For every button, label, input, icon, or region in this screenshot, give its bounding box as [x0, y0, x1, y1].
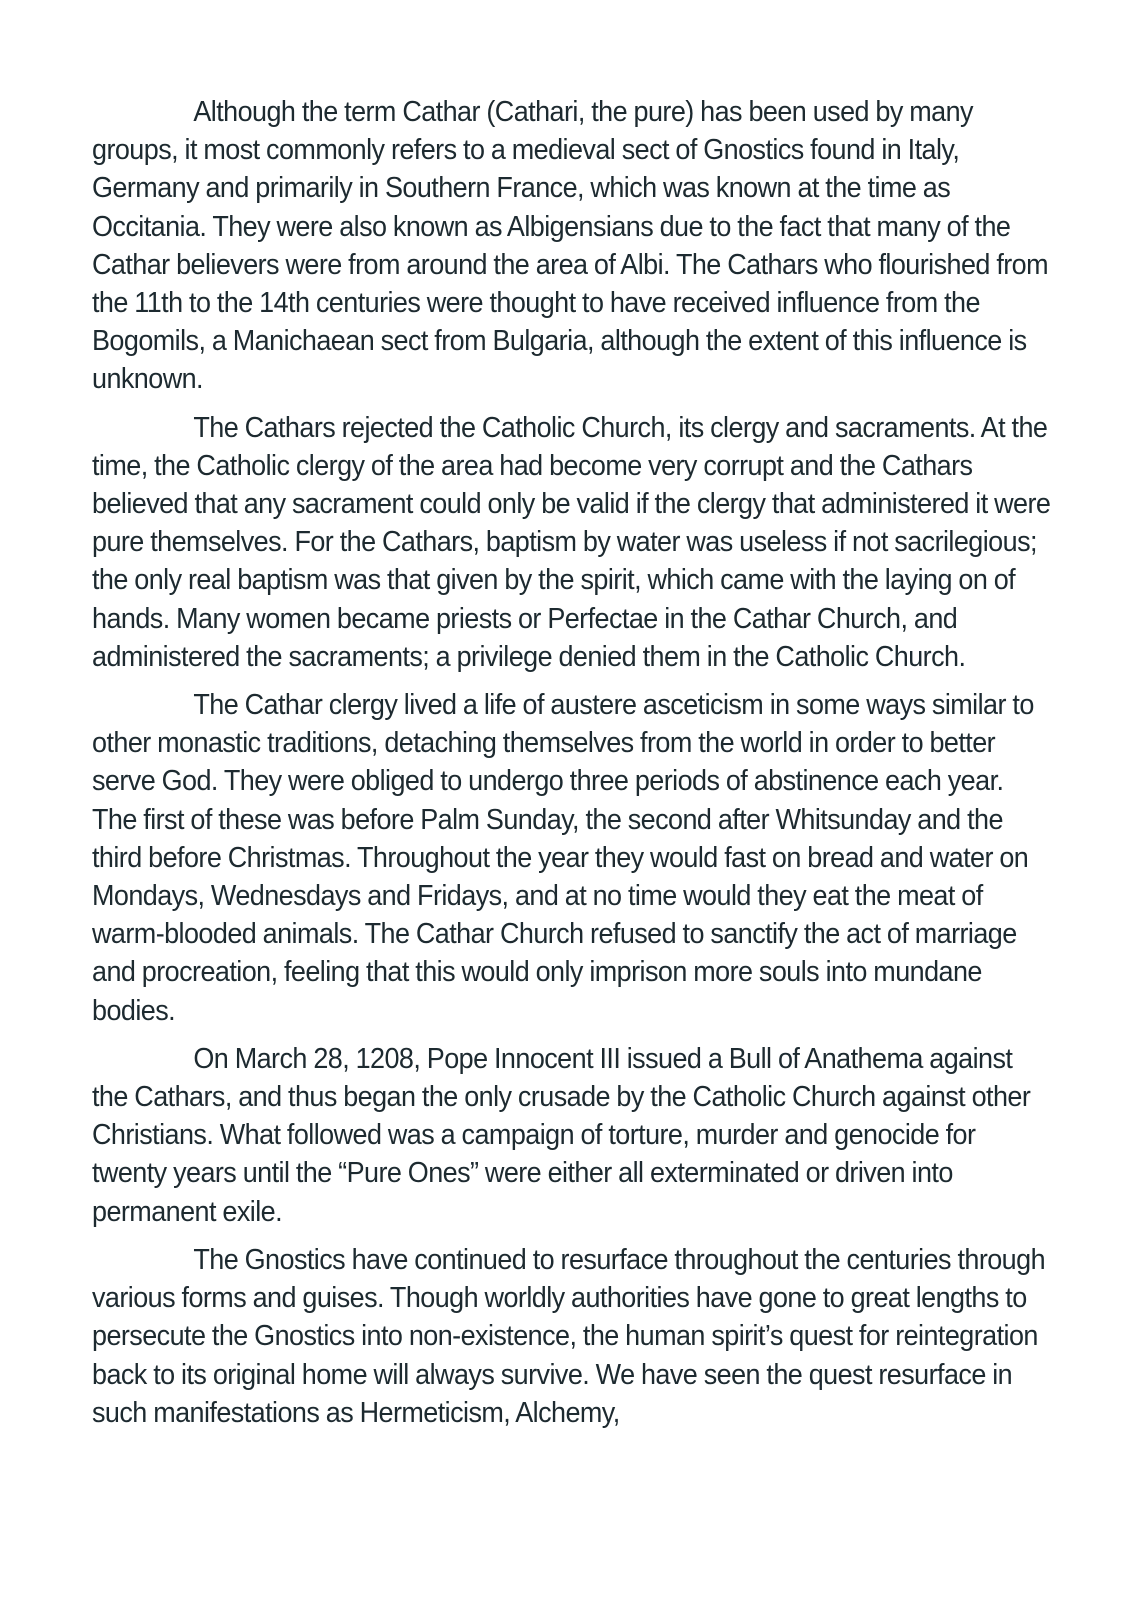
document-page	[92, 93, 1052, 1442]
paragraph-cathar-beliefs: The Cathars rejected the Catholic Church, its clergy and sacraments. At the time, the Catholic clergy of the area had become very corrupt and the Cathars believed that any sacrament could only be valid if the clergy that administered it were pure themselves. For the Cathars, baptism by water was useless if not sacrilegious; the only real baptism was that given by the spirit, which came with the laying on of hands. Many women became priests or Perfectae in the Cathar Church, and administered the sacraments; a privilege denied them in the Catholic Church.	[92, 411, 1051, 673]
paragraph-gnostic-resurgence: The Gnostics have continued to resurface throughout the centuries through various forms and guises. Though worldly authorities have gone to great lengths to persecute the Gnostics into non-existence, the human spirit’s quest for reintegration back to its original home will always survive. We have seen the quest resurface in such manifestations as Hermeticism, Alchemy,	[92, 1243, 1046, 1429]
paragraph-cathar-asceticism: The Cathar clergy lived a life of austere asceticism in some ways similar to other monastic traditions, detaching themselves from the world in order to better serve God. They were obliged to undergo three periods of abstinence each year. The first of these was before Palm Sunday, the second after Whitsunday and the third before Christmas. Throughout the year they would fast on bread and water on Mondays, Wednesdays and Fridays, and at no time would they eat the meat of warm-blooded animals. The Cathar Church refused to sanctify the act of marriage and procreation, feeling that this would only imprison more souls into mundane bodies.	[92, 689, 1034, 1027]
paragraph-cathar-origins: Although the term Cathar (Cathari, the pure) has been used by many groups, it most commonly refers to a medieval sect of Gnostics found in Italy, Germany and primarily in Southern France, which was known at the time as Occitania. They were also known as Albigensians due to the fact that many of the Cathar believers were from around the area of Albi. The Cathars who flourished from the 11th to the 14th centuries were thought to have received influence from the Bogomils, a Manichaean sect from Bulgaria, although the extent of this influence is unknown.	[92, 96, 1049, 396]
paragraph-albigensian-crusade: On March 28, 1208, Pope Innocent III issued a Bull of Anathema against the Cathars, and thus began the only crusade by the Catholic Church against other Christians. What followed was a campaign of torture, murder and genocide for twenty years until the “Pure Ones” were either all exterminated or driven into permanent exile.	[92, 1042, 1031, 1228]
